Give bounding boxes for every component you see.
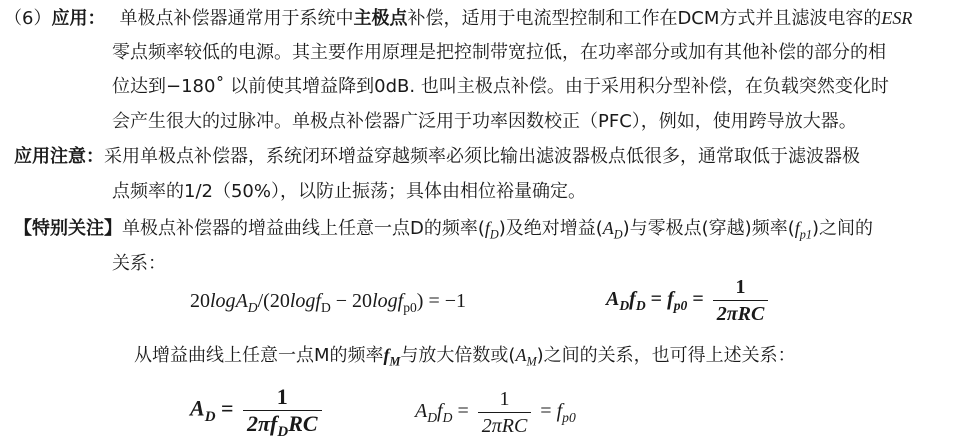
- section-number: （6）: [4, 8, 52, 29]
- text-segment: 单极点补偿器通常用于系统中: [119, 8, 354, 29]
- esr-term: ESR: [881, 8, 913, 28]
- note-label: 应用注意：: [14, 146, 104, 167]
- text-segment: )之间的关系，也可得上述关系：: [536, 345, 796, 366]
- equation-1: 20logA$_D$/(20logf$_D$ − 20logf$_{p0}$) = −1: [190, 290, 466, 315]
- bold-term: 主极点: [353, 8, 408, 29]
- note-line-2: 点频率的1/2（50%），以防止振荡；具体由相位裕量确定。: [112, 181, 586, 202]
- equation-2: $A_Df_D = f_{p0}$ = $\frac{1}{\text{2πRC}}$: [606, 276, 772, 325]
- fraction: $\frac{1}{2\pi f_DRC}$: [243, 386, 322, 435]
- text-segment: 与放大倍数或(: [400, 345, 516, 366]
- section-6-line-1: [4, 6, 912, 31]
- math-fD: $f_D$: [484, 218, 499, 242]
- text-segment: 单极点补偿器的增益曲线上任意一点D的频率(: [122, 218, 485, 239]
- text-segment: )之间的: [811, 218, 874, 239]
- text-segment: )与零极点(穿越)频率(: [622, 218, 795, 239]
- text-segment: 采用单极点补偿器，系统闭环增益穿越频率必须比输出滤波器极点低很多，通常取低于滤波器极: [104, 146, 860, 167]
- special-line-1: [14, 216, 873, 241]
- special-label: 【特别关注】: [14, 218, 122, 239]
- section-6-line-2: 零点频率较低的电源。其主要作用原理是把控制带宽拉低，在功率部分或加有其他补偿的部分的相: [112, 42, 886, 63]
- math-AM: $A_M$: [515, 345, 537, 369]
- text-segment: 补偿，适用于电流型控制和工作在DCM方式并且滤波电容的: [407, 8, 882, 29]
- section-label: 应用：: [51, 8, 106, 29]
- text-segment: 从增益曲线上任意一点M的频率: [134, 345, 384, 366]
- section-6-line-4: 会产生很大的过脉冲。单极点补偿器广泛用于功率因数校正（PFC），例如，使用跨导放大器。: [112, 111, 857, 132]
- fraction: $\frac{1}{\text{2πRC}}$: [713, 276, 769, 325]
- equation-3: $A_D$ = $\frac{1}{2\pi f_DRC}$: [190, 386, 326, 435]
- section-6-line-3: 位达到−180˚ 以前使其增益降到0dB. 也叫主极点补偿。由于采用积分型补偿，在负载突然变化时: [112, 76, 889, 97]
- math-fM: $f_M$: [383, 345, 401, 369]
- math-fp1: $f_{p1}$: [794, 218, 812, 242]
- m-line: [134, 343, 796, 368]
- math-AD: $A_D$: [602, 218, 623, 242]
- note-line-1: [14, 145, 860, 169]
- equation-4: $A_Df_D$ = $\frac{1}{\text{2πRC}}$ = $f_{p0}$: [415, 388, 576, 437]
- fraction: $\frac{1}{\text{2πRC}}$: [478, 388, 532, 437]
- special-line-2: 关系：: [112, 253, 166, 274]
- text-segment: )及绝对增益(: [498, 218, 603, 239]
